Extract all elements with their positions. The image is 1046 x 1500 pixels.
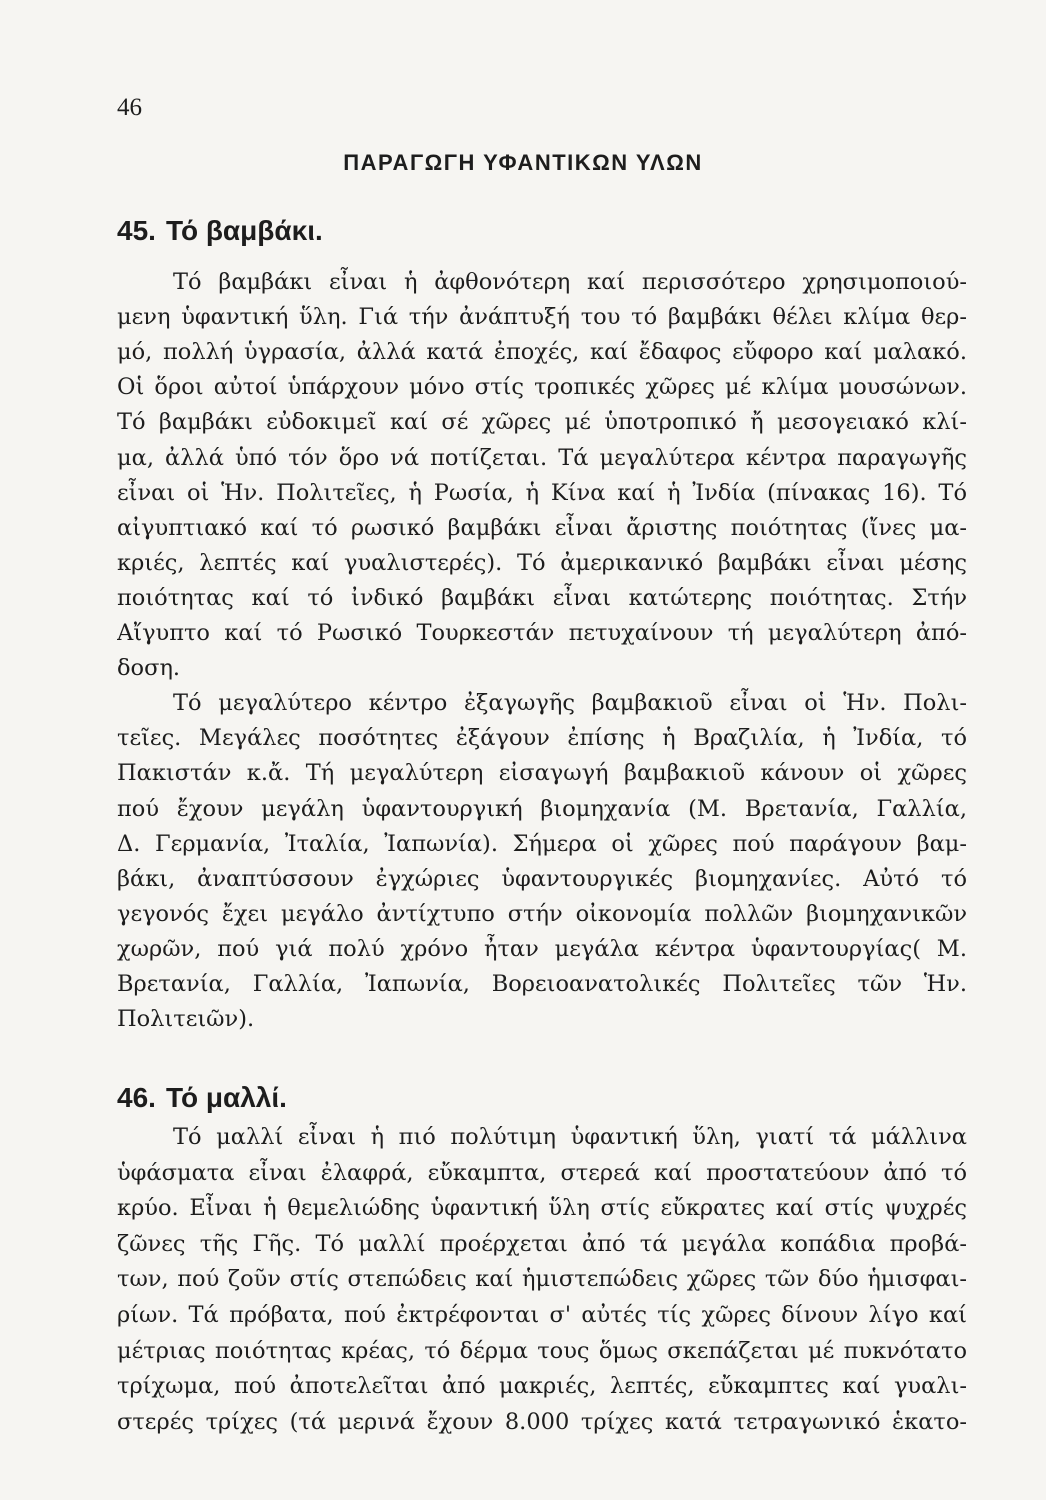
text-line: Οἱ ὅροι αὐτοί ὑπάρχουν μόνο στίς τροπικές χῶρες μέ κλίμα μουσώνων. xyxy=(117,374,967,401)
text-line: κρύο. Εἶναι ἡ θεμελιώδης ὑφαντική ὕλη στίς εὔκρατες καί στίς ψυχρές xyxy=(117,1195,967,1222)
text-line: ὑφάσματα εἶναι ἐλαφρά, εὔκαμπτα, στερεά καί προστατεύουν ἀπό τό xyxy=(117,1159,967,1186)
text-line: Τό μαλλί εἶναι ἡ πιό πολύτιμη ὑφαντική ὕλη, γιατί τά μάλλινα xyxy=(173,1124,967,1150)
section-heading: Τό μαλλί. xyxy=(165,1082,287,1113)
text-line: ζῶνες τῆς Γῆς. Τό μαλλί προέρχεται ἀπό τά μεγάλα κοπάδια προβά- xyxy=(117,1230,967,1257)
text-line: κριές, λεπτές καί γυαλιστερές). Τό ἀμερικανικό βαμβάκι εἶναι μέσης xyxy=(117,549,967,576)
text-line: Τό βαμβάκι εὐδοκιμεῖ καί σέ χῶρες μέ ὑποτροπικό ἤ μεσογειακό κλί- xyxy=(117,409,967,436)
text-line: μα, ἀλλά ὑπό τόν ὅρο νά ποτίζεται. Τά μεγαλύτερα κέντρα παραγωγῆς xyxy=(117,444,967,471)
text-line: πού ἔχουν μεγάλη ὑφαντουργική βιομηχανία (Μ. Βρετανία, Γαλλία, xyxy=(117,795,967,822)
section-heading: Τό βαμβάκι. xyxy=(165,215,323,246)
text-line: Πολιτειῶν). xyxy=(117,1006,255,1033)
text-line: Βρετανία, Γαλλία, Ἰαπωνία, Βορειοανατολικές Πολιτεῖες τῶν Ἡν. xyxy=(117,971,967,997)
text-line: μό, πολλή ὑγρασία, ἀλλά κατά ἐποχές, καί ἔδαφος εὔφορο καί μαλακό. xyxy=(117,339,967,366)
text-line: μέτριας ποιότητας κρέας, τό δέρμα τους ὅμως σκεπάζεται μέ πυκνότατο xyxy=(117,1337,967,1364)
text-line: χωρῶν, πού γιά πολύ χρόνο ἦταν μεγάλα κέντρα ὑφαντουργίας( Μ. xyxy=(117,935,967,962)
text-line: γεγονός ἔχει μεγάλο ἀντίχτυπο στήν οἰκονομία πολλῶν βιομηχανικῶν xyxy=(117,900,967,927)
section-number: 46. xyxy=(117,1082,156,1113)
text-line: ρίων. Τά πρόβατα, πού ἐκτρέφονται σ' αὐτές τίς χῶρες δίνουν λίγο καί xyxy=(117,1302,967,1328)
section-title-wool xyxy=(117,1082,287,1114)
section-title-cotton xyxy=(117,215,323,247)
text-line: τρίχωμα, πού ἀποτελεῖται ἀπό μακριές, λεπτές, εὔκαμπτες καί γυαλι- xyxy=(117,1373,967,1400)
text-line: τεῖες. Μεγάλες ποσότητες ἐξάγουν ἐπίσης ἡ Βραζιλία, ἡ Ἰνδία, τό xyxy=(117,725,967,752)
section-number: 45. xyxy=(117,215,156,246)
text-line: δοση. xyxy=(117,655,181,682)
text-line: ποιότητας καί τό ἰνδικό βαμβάκι εἶναι κατώτερης ποιότητας. Στήν xyxy=(117,584,967,611)
text-line: των, πού ζοῦν στίς στεπώδεις καί ἡμιστεπώδεις χῶρες τῶν δύο ἡμισφαι- xyxy=(117,1266,967,1293)
text-line: εἶναι οἱ Ἡν. Πολιτεῖες, ἡ Ρωσία, ἡ Κίνα καί ἡ Ἰνδία (πίνακας 16). Τό xyxy=(117,479,967,506)
text-line: βάκι, ἀναπτύσσουν ἐγχώριες ὑφαντουργικές βιομηχανίες. Αὐτό τό xyxy=(117,865,967,892)
text-line: Πακιστάν κ.ἄ. Τή μεγαλύτερη εἰσαγωγή βαμβακιοῦ κάνουν οἱ χῶρες xyxy=(117,760,967,787)
text-line: μενη ὑφαντική ὕλη. Γιά τήν ἀνάπτυξή του τό βαμβάκι θέλει κλίμα θερ- xyxy=(117,304,967,331)
page-number: 46 xyxy=(117,94,142,121)
text-line: αἰγυπτιακό καί τό ρωσικό βαμβάκι εἶναι ἄριστης ποιότητας (ἴνες μα- xyxy=(117,514,967,541)
text-line: Τό βαμβάκι εἶναι ἡ ἀφθονότερη καί περισσότερο χρησιμοποιού- xyxy=(173,269,967,295)
text-line: Αἴγυπτο καί τό Ρωσικό Τουρκεστάν πετυχαίνουν τή μεγαλύτερη ἀπό- xyxy=(117,620,967,646)
text-line: στερές τρίχες (τά μερινά ἔχουν 8.000 τρίχες κατά τετραγωνικό ἑκατο- xyxy=(117,1408,967,1435)
text-line: Τό μεγαλύτερο κέντρο ἐξαγωγῆς βαμβακιοῦ εἶναι οἱ Ἡν. Πολι- xyxy=(173,690,967,717)
text-line: Δ. Γερμανία, Ἰταλία, Ἰαπωνία). Σήμερα οἱ χῶρες πού παράγουν βαμ- xyxy=(117,830,967,857)
running-head: ΠΑΡΑΓΩΓΗ ΥΦΑΝΤΙΚΩΝ ΥΛΩΝ xyxy=(343,150,703,175)
